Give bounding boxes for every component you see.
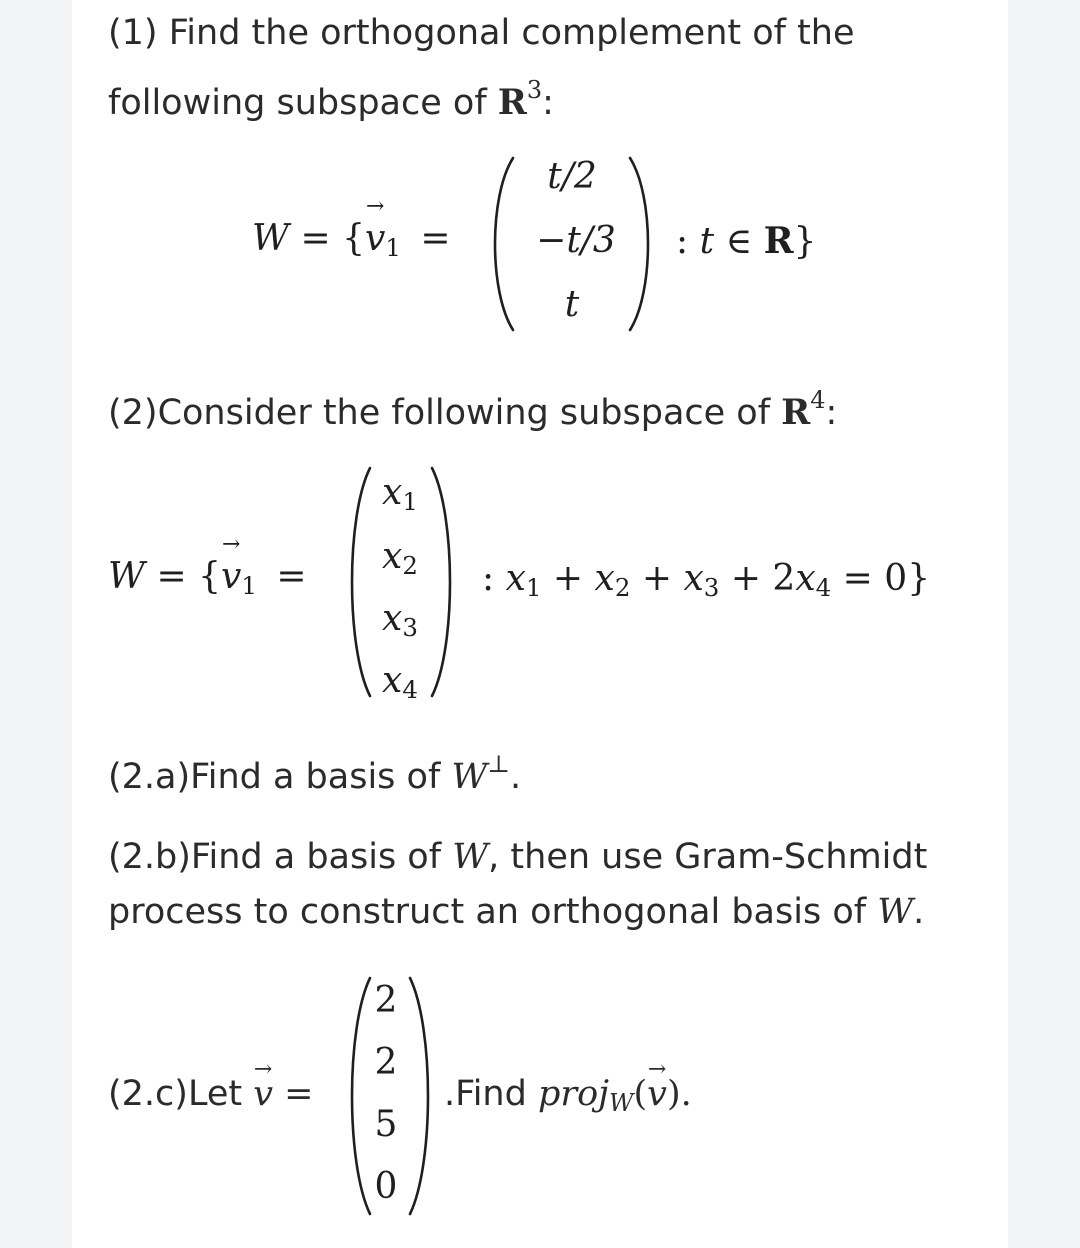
q1-line2-text: following subspace of bbox=[108, 83, 498, 123]
q2c-arg-open: ( bbox=[633, 1074, 648, 1114]
q1-vector-v: → v bbox=[365, 218, 385, 259]
q2c-right-paren bbox=[406, 976, 436, 1216]
q2a-perp: ⊥ bbox=[487, 750, 510, 778]
q1-line1-text: (1) Find the orthogonal complement of the bbox=[108, 13, 855, 53]
q2-intro bbox=[108, 372, 837, 441]
q2c-left bbox=[108, 1066, 313, 1122]
q1-entry-2: −t/3 bbox=[536, 220, 616, 261]
q1-line2 bbox=[108, 62, 554, 131]
q1-field-exponent: 3 bbox=[526, 76, 543, 104]
q2-subspace-W: W bbox=[108, 556, 146, 597]
q2-intro-text: (2)Consider the following subspace of bbox=[108, 393, 782, 433]
q1-cond-in: ∈ bbox=[714, 221, 764, 262]
q2c-entry-2: 2 bbox=[374, 1042, 398, 1083]
q2b-line2-suffix: . bbox=[913, 892, 925, 932]
q2b-W2: W bbox=[877, 892, 914, 932]
q1-entry-1: t/2 bbox=[547, 156, 597, 197]
q1-subspace-W: W bbox=[252, 218, 290, 259]
q1-cond-R: R bbox=[763, 220, 794, 262]
q2b-W: W bbox=[452, 837, 489, 877]
q1-entry-3: t bbox=[564, 284, 580, 325]
q2c-entry-3: 5 bbox=[374, 1104, 398, 1145]
q1-set-open: = { bbox=[300, 218, 365, 259]
q2b-line1-suffix: , then use Gram-Schmidt bbox=[488, 837, 928, 877]
q2-entry-4: $x_4$ bbox=[382, 660, 418, 704]
q2c-proj-sub: W bbox=[609, 1089, 634, 1117]
q2-set-open: = { bbox=[156, 556, 221, 597]
q2-entry-3: $x_3$ bbox=[382, 598, 418, 642]
q2b-line1 bbox=[108, 829, 927, 885]
q2c-equals: = bbox=[273, 1074, 314, 1114]
q2c-prefix: (2.c)Let bbox=[108, 1074, 254, 1114]
q2a-W: W bbox=[451, 757, 488, 797]
q2b-line2 bbox=[108, 884, 924, 940]
q2b-line1-prefix: (2.b)Find a basis of bbox=[108, 837, 453, 877]
q2-right-paren bbox=[428, 466, 458, 698]
q1-vector-subscript: 1 bbox=[385, 233, 401, 262]
q2c-entry-4: 0 bbox=[374, 1166, 398, 1207]
q2-entry-1: $x_1$ bbox=[382, 472, 418, 516]
q1-line1 bbox=[108, 5, 855, 61]
q1-right-paren bbox=[626, 156, 656, 332]
q2a-text: (2.a)Find a basis of bbox=[108, 757, 452, 797]
q2a-dot: . bbox=[509, 757, 522, 797]
q2c-arg-close: ). bbox=[666, 1074, 692, 1114]
q2c-proj: proj bbox=[537, 1074, 610, 1114]
q2a-line bbox=[108, 736, 521, 805]
q2c-arg-v: → v bbox=[647, 1066, 667, 1122]
q2-field-exponent: 4 bbox=[810, 386, 826, 414]
q2-colon: : bbox=[825, 393, 838, 433]
q1-field-symbol: R bbox=[497, 82, 527, 123]
q1-equation-left bbox=[252, 218, 451, 262]
q2c-find: .Find bbox=[444, 1074, 538, 1114]
q1-equals: = bbox=[420, 218, 451, 259]
q1-condition bbox=[676, 220, 816, 262]
q2-vector-v: → v bbox=[221, 556, 241, 597]
q2b-line2-prefix: process to construct an orthogonal basis of bbox=[108, 892, 878, 932]
q2-equals: = bbox=[276, 556, 307, 597]
q2-equation-left bbox=[108, 556, 307, 600]
q2-vector-subscript: 1 bbox=[241, 571, 257, 600]
q1-cond-colon: : bbox=[676, 221, 700, 262]
q1-colon: : bbox=[542, 83, 554, 123]
q2-condition: : $x_1 + x_2 + x_3 + 2x_4 = 0$} bbox=[482, 558, 931, 602]
q2-field-symbol: R bbox=[781, 392, 811, 433]
q2c-vector-v: → v bbox=[253, 1066, 273, 1122]
q1-cond-close: } bbox=[793, 221, 817, 262]
q1-cond-t: t bbox=[699, 221, 715, 262]
q2c-right bbox=[444, 1066, 692, 1131]
q2-entry-2: $x_2$ bbox=[382, 536, 418, 580]
q2c-entry-1: 2 bbox=[374, 980, 398, 1021]
